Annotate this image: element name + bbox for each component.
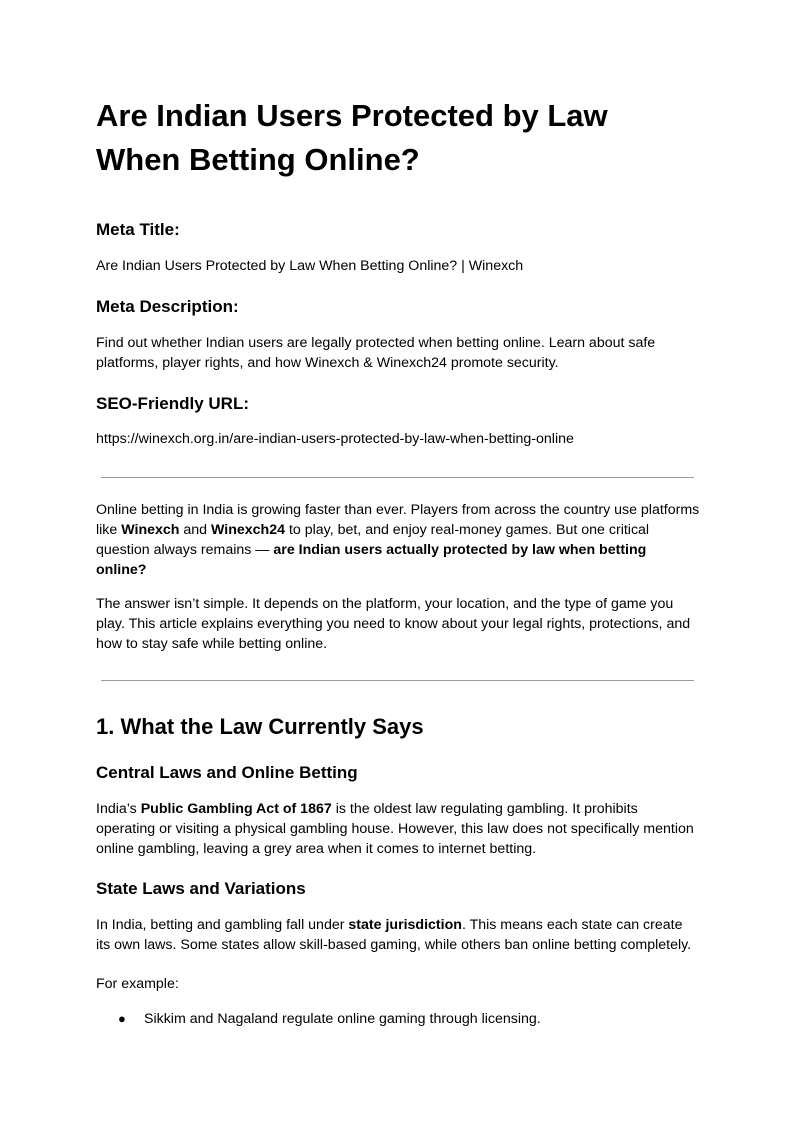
state-laws-paragraph <box>96 915 700 955</box>
intro-paragraph <box>96 500 700 580</box>
bullet-icon: ● <box>118 1011 126 1026</box>
state-laws-heading: State Laws and Variations <box>96 879 306 898</box>
page-title: Are Indian Users Protected by Law When Betting Online? <box>96 98 608 177</box>
central-laws-heading: Central Laws and Online Betting <box>96 763 358 782</box>
state-text: . This means each state can create its own laws. Some states allow skill-based gaming, while others ban online betting completely. <box>96 917 692 953</box>
public-gambling-act-bold: Public Gambling Act of 1867 <box>140 801 332 817</box>
meta-description-heading: Meta Description: <box>96 297 239 316</box>
bullet-list <box>96 1009 700 1029</box>
winexch-bold: Winexch <box>121 522 180 538</box>
state-jurisdiction-bold: state jurisdiction <box>348 917 462 933</box>
seo-url-heading: SEO-Friendly URL: <box>96 394 250 413</box>
central-text: is the oldest law regulating gambling. It prohibits operating or visiting a physical gambling house. However, this law does not specifically mention online gambling, leaving a grey area when it comes to internet betting. <box>96 801 694 857</box>
state-text: In India, betting and gambling fall under <box>96 917 349 933</box>
meta-title-heading: Meta Title: <box>96 220 180 239</box>
divider <box>101 477 694 478</box>
key-question-bold: are Indian users actually protected by law when betting online? <box>96 542 647 578</box>
meta-description-text: Find out whether Indian users are legally protected when betting online. Learn about safe platforms, player rights, and how Winexch & Winexch24 promote security. <box>96 335 656 371</box>
list-item <box>96 1009 700 1029</box>
intro-text: and <box>179 522 212 538</box>
seo-url-text: https://winexch.org.in/are-indian-users-protected-by-law-when-betting-online <box>96 431 574 447</box>
example-line: For example: <box>96 976 179 992</box>
section-heading: 1. What the Law Currently Says <box>96 714 424 739</box>
answer-paragraph: The answer isn’t simple. It depends on the platform, your location, and the type of game you play. This article explains everything you need to know about your legal rights, protections, and how to stay safe while betting online. <box>96 596 691 652</box>
winexch24-bold: Winexch24 <box>211 522 286 538</box>
intro-text: Online betting in India is growing faster than ever. Players from across the country use platforms like <box>96 502 700 538</box>
divider <box>101 680 694 681</box>
central-laws-paragraph <box>96 799 700 859</box>
list-item-text: Sikkim and Nagaland regulate online gaming through licensing. <box>144 1011 541 1027</box>
central-text: India’s <box>96 801 141 817</box>
intro-text: to play, bet, and enjoy real-money games. But one critical question always remains — <box>96 522 650 558</box>
meta-title-text: Are Indian Users Protected by Law When Betting Online? | Winexch <box>96 258 524 274</box>
